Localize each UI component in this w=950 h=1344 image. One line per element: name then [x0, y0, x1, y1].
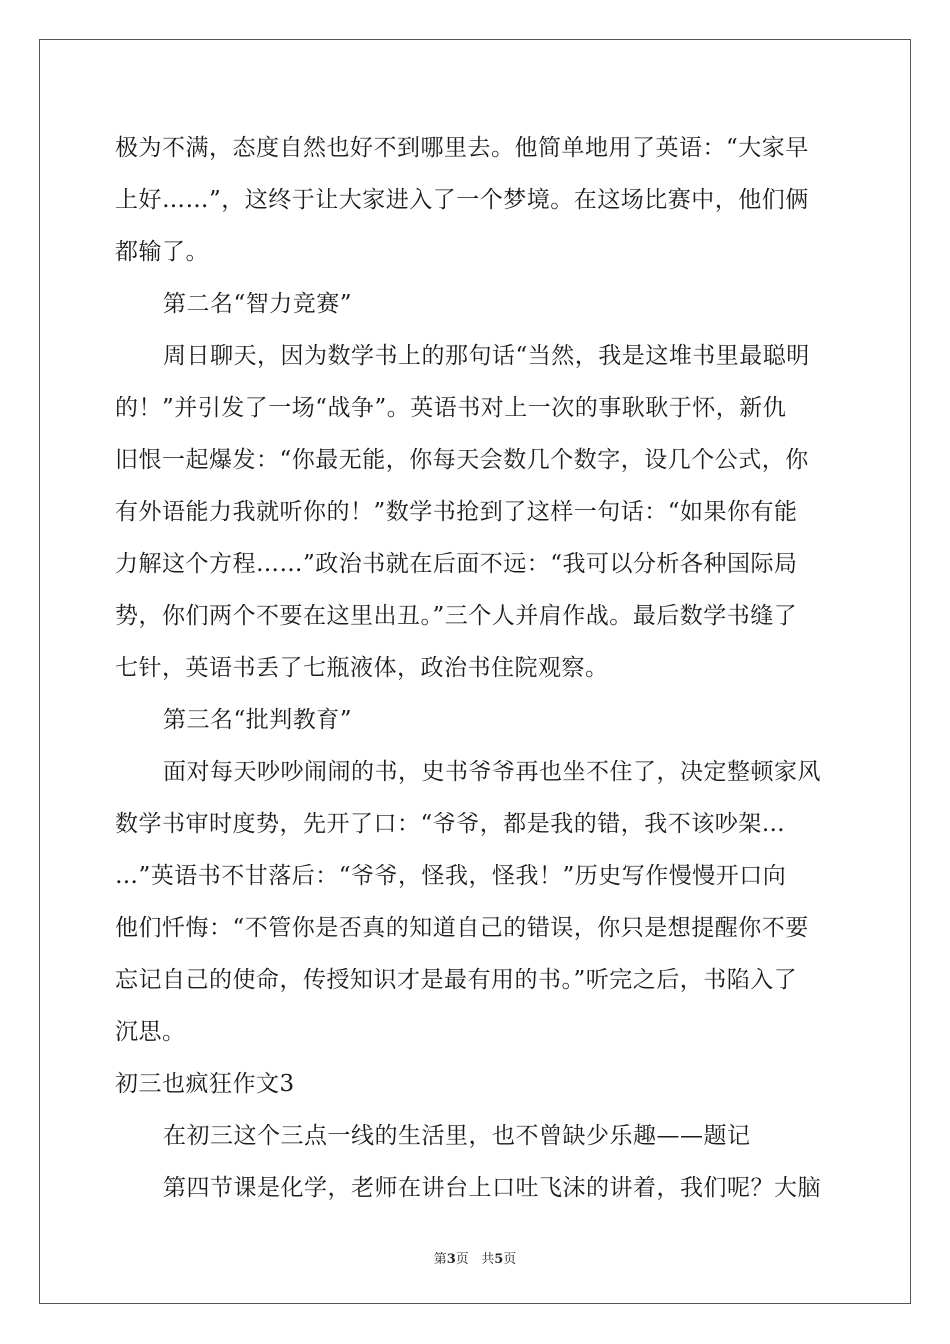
text-line: 旧恨一起爆发：“你最无能，你每天会数几个数字，设几个公式，你	[115, 447, 809, 473]
page-suffix: 页	[455, 1252, 469, 1267]
text-line: 力解这个方程……”政治书就在后面不远：“我可以分析各种国际局	[115, 551, 798, 577]
section-heading: 第二名“智力竞赛”	[163, 291, 353, 317]
text-line: …”英语书不甘落后：“爷爷，怪我，怪我！”历史写作慢慢开口向	[115, 863, 787, 889]
total-prefix: 共	[481, 1252, 495, 1267]
text-line: 忘记自己的使命，传授知识才是最有用的书。”听完之后，书陷入了	[115, 967, 798, 993]
total-suffix: 页	[503, 1252, 517, 1267]
text-line: 上好……”，这终于让大家进入了一个梦境。在这场比赛中，他们俩	[115, 187, 809, 213]
current-page-number: 3	[446, 1252, 456, 1267]
text-line: 数学书审时度势，先开了口：“爷爷，都是我的错，我不该吵架…	[115, 811, 786, 837]
article-title: 初三也疯狂作文3	[115, 1071, 295, 1097]
text-line: 七针，英语书丢了七瓶液体，政治书住院观察。	[115, 655, 609, 681]
text-line: 周日聊天，因为数学书上的那句话“当然，我是这堆书里最聪明	[163, 343, 810, 369]
text-line: 面对每天吵吵闹闹的书，史书爷爷再也坐不住了，决定整顿家风	[163, 759, 821, 785]
text-line: 有外语能力我就听你的！”数学书抢到了这样一句话：“如果你有能	[115, 499, 798, 525]
text-line: 沉思。	[115, 1019, 186, 1045]
total-page-count: 5	[494, 1252, 504, 1267]
text-line: 第四节课是化学，老师在讲台上口吐飞沫的讲着，我们呢？大脑	[163, 1175, 821, 1201]
text-line: 他们忏悔：“不管你是否真的知道自己的错误，你只是想提醒你不要	[115, 915, 809, 941]
text-line: 极为不满，态度自然也好不到哪里去。他简单地用了英语：“大家早	[115, 135, 809, 161]
section-heading: 第三名“批判教育”	[163, 707, 353, 733]
text-line: 的！”并引发了一场“战争”。英语书对上一次的事耿耿于怀，新仇	[115, 395, 787, 421]
text-line: 在初三这个三点一线的生活里，也不曾缺少乐趣——题记	[163, 1123, 751, 1149]
text-line: 都输了。	[115, 239, 209, 265]
page-footer	[0, 1248, 950, 1267]
document-body	[115, 122, 835, 1214]
text-line: 势，你们两个不要在这里出丑。”三个人并肩作战。最后数学书缝了	[115, 603, 798, 629]
page-prefix: 第	[433, 1252, 447, 1267]
